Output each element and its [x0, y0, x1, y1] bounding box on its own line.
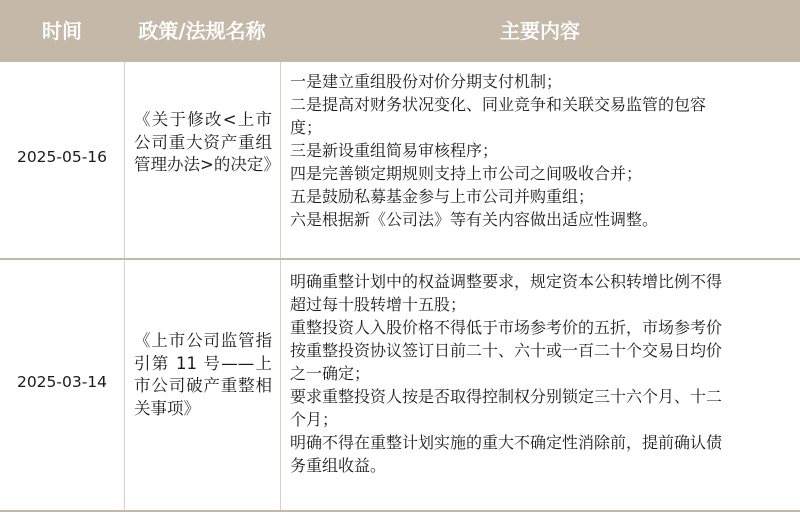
- row-policy-name: 《上市公司监管指引第 11 号——上市公司破产重整相关事项》: [134, 331, 272, 418]
- content-line: 按重整投资协议签订日前二十、六十或一百二十个交易日均价: [290, 341, 723, 360]
- content-line: 超过每十股转增十五股；: [290, 295, 467, 314]
- row-divider: [0, 258, 800, 260]
- content-line: 五是鼓励私募基金参与上市公司并购重组；: [290, 187, 595, 206]
- content-line: 度；: [290, 118, 323, 137]
- content-line: 三是新设重组简易审核程序；: [290, 141, 499, 160]
- content-line: 个月；: [290, 410, 339, 429]
- row-content: [290, 70, 792, 231]
- header-time: 时间: [42, 19, 82, 43]
- content-line: 之一确定；: [290, 364, 371, 383]
- row-divider: [0, 510, 800, 512]
- content-line: 一是建立重组股份对价分期支付机制；: [290, 72, 563, 91]
- content-line: 要求重整投资人按是否取得控制权分别锁定三十六个月、十二: [290, 387, 723, 406]
- row-date: 2025-03-14: [16, 373, 108, 391]
- row-content: [290, 270, 792, 477]
- header-policy-name: 政策/法规名称: [138, 19, 266, 43]
- content-line: 明确不得在重整计划实施的重大不确定性消除前，提前确认债: [290, 433, 723, 452]
- row-policy-name: 《关于修改<上市公司重大资产重组管理办法>的决定》: [134, 110, 280, 174]
- row-date: 2025-05-16: [16, 148, 108, 166]
- content-line: 六是根据新《公司法》等有关内容做出适应性调整。: [290, 210, 659, 229]
- content-line: 务重组收益。: [290, 456, 387, 475]
- table-header: [0, 0, 800, 62]
- content-line: 明确重整计划中的权益调整要求，规定资本公积转增比例不得: [290, 272, 723, 291]
- table-row: [0, 62, 800, 258]
- header-main-content: 主要内容: [500, 19, 580, 43]
- content-line: 四是完善锁定期规则支持上市公司之间吸收合并；: [290, 164, 643, 183]
- content-line: 二是提高对财务状况变化、同业竞争和关联交易监管的包容: [290, 95, 707, 114]
- table-row: [0, 262, 800, 510]
- content-line: 重整投资人入股价格不得低于市场参考价的五折，市场参考价: [290, 318, 723, 337]
